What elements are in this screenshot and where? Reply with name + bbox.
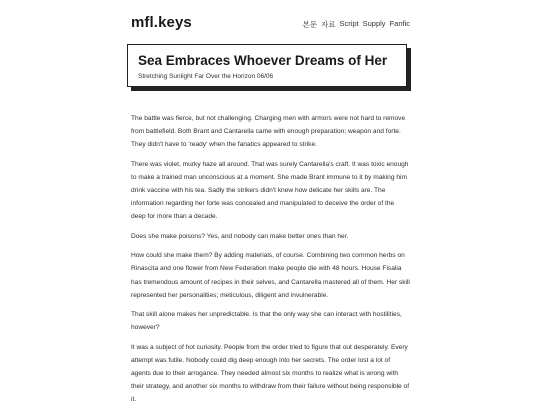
paragraph: The battle was fierce, but not challenging. Charging men with armors were not hard to remove from battlefield. Both Brant and Cantarella came with enough preparation; weapon and forte. They didn't have to 'ready' when the fanatics appeared to strike. [131,115,406,149]
nav-link-main[interactable]: 본문 [302,20,317,29]
paragraph: There was violet, murky haze all around. That was surely Cantarella's craft. It was toxic enough to make a trained man unconscious at a moment. She made Brant immune to it by making him drink vaccine with his tea. Sadly the strikers didn't knew how delicate her skills are. The information regarding her forte was concealed and manipulated to deceive the order of the deep for more than a decade. [131,160,409,221]
article-body [131,112,410,413]
paragraph: It was a subject of hot curiosity. People from the order tried to figure that out desperately. Every attempt was futile. Nobody could dig deep enough into her secrets. The order lost a lot of agents due to their arrogance. They needed almost six months to realize what is wrong with their strategy, and another six months to withdraw from their failure without being responsible of it. [131,343,410,404]
nav-link-materials[interactable]: 자료 [320,20,336,29]
paragraph: How could she make them? By adding materials, of course. Combining two common herbs on Rinascita and one flower from New Federation make people die with 48 hours. House Fisalia has tremendous amount of recipes in their selves, and Cantarella mastered all of them. Her skill represented her personalities; meticulous, diligent and invulnerable. [131,252,410,299]
nav-link-script[interactable]: Script [339,19,359,28]
nav-link-fanfic[interactable]: Fanfic [389,19,410,28]
site-logo[interactable]: mfl.keys [131,14,192,31]
article-title: Sea Embraces Whoever Dreams of Her [138,53,388,68]
paragraph: Does she make poisons? Yes, and nobody can make better ones than her. [131,232,349,240]
top-nav [302,19,410,30]
paragraph: That skill alone makes her unpredictable. Is that the only way she can interact with hostilities, however? [131,311,402,332]
article-subtitle: Stretching Sunlight Far Over the Horizon 06/06 [138,73,274,80]
nav-link-supply[interactable]: Supply [362,19,386,28]
site-header [131,14,410,31]
title-card [127,44,407,87]
